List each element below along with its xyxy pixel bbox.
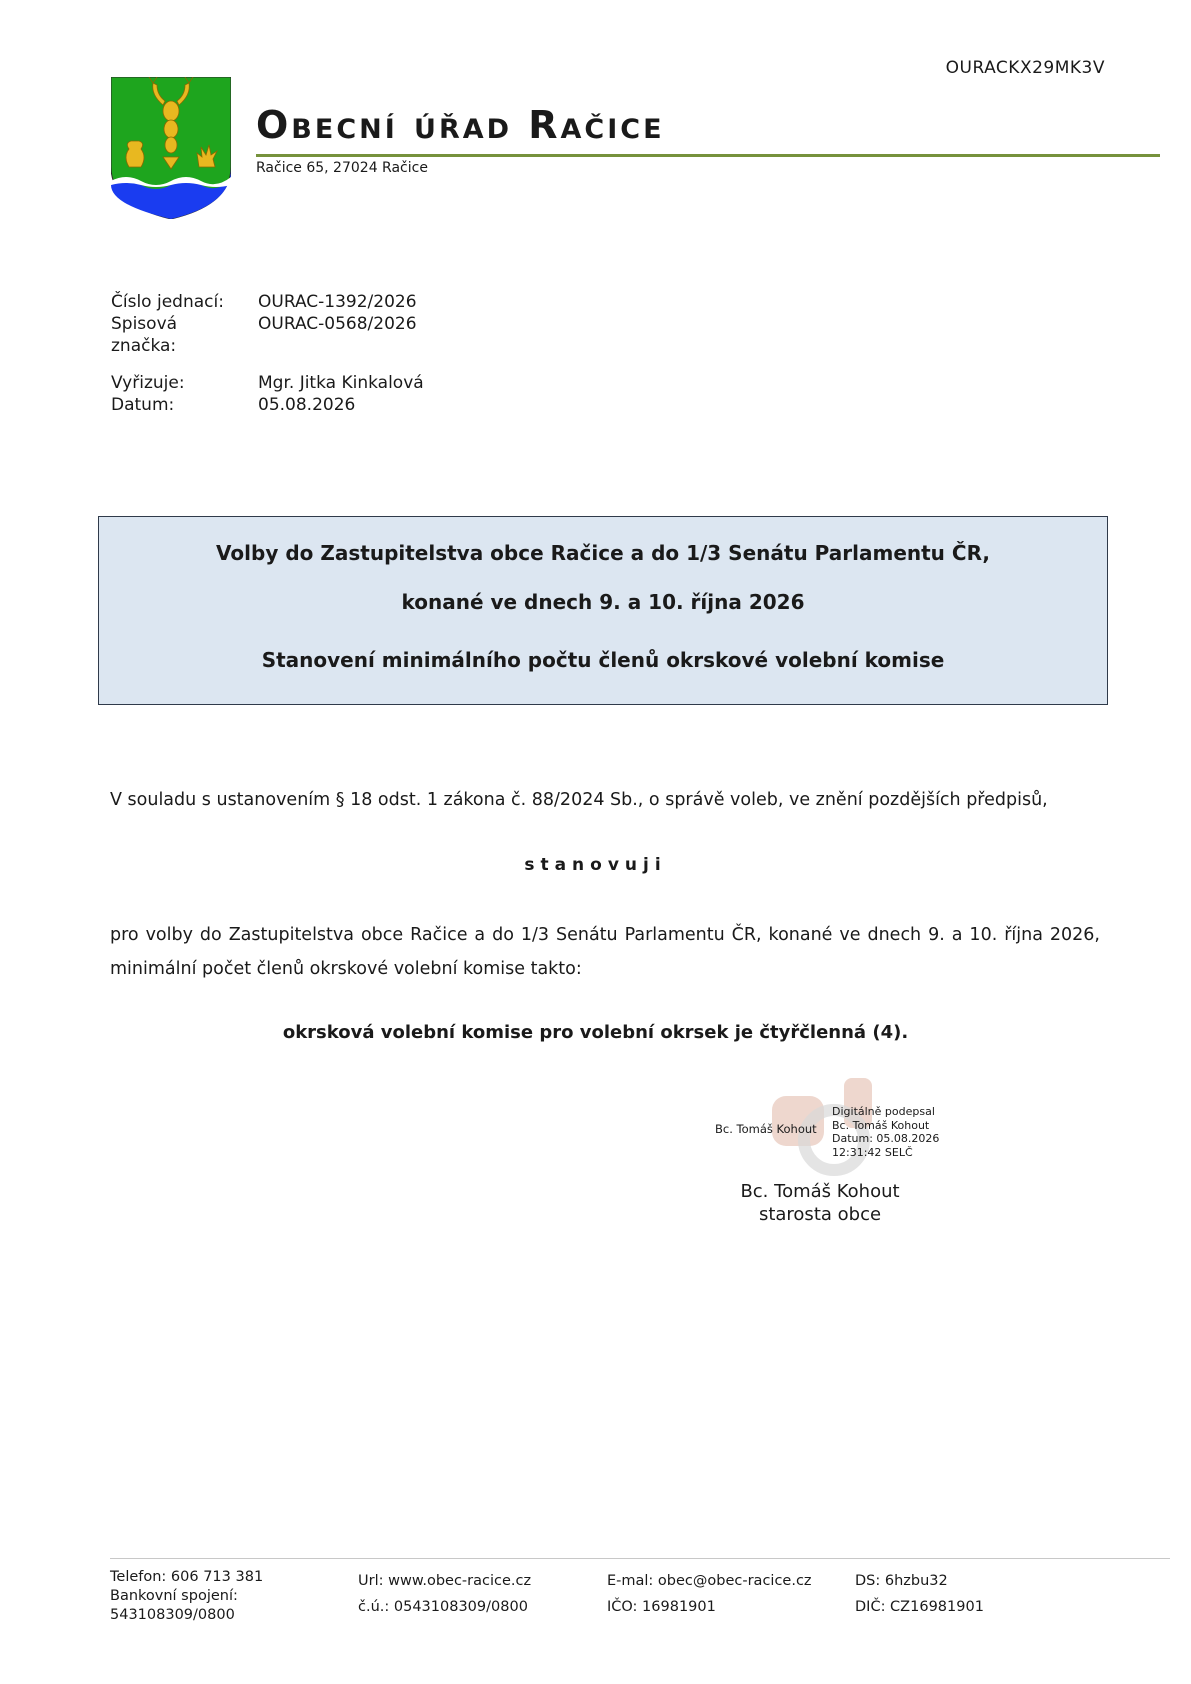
signer-role: starosta obce (758, 1204, 882, 1225)
meta-value: Mgr. Jitka Kinkalová (258, 373, 424, 393)
meta-label: Datum: (111, 395, 175, 415)
title-box (98, 516, 1108, 705)
title-line-2: konané ve dnech 9. a 10. října 2026 (401, 590, 805, 614)
meta-value: OURAC-1392/2026 (258, 292, 417, 312)
title-line-1: Volby do Zastupitelstva obce Račice a do 1/3 Senátu Parlamentu ČR, (216, 541, 990, 565)
office-address: Račice 65, 27024 Račice (256, 160, 428, 176)
signature-stamp-details (832, 1105, 939, 1159)
footer-dic: DIČ: CZ16981901 (855, 1599, 984, 1615)
office-title: Obecní úřad Račice (256, 103, 665, 147)
title-line-3: Stanovení minimálního počtu členů okrskové volební komise (261, 648, 945, 672)
footer-bank-label: Bankovní spojení: (110, 1588, 238, 1604)
footer-col-web (358, 1568, 531, 1620)
meta-label: Číslo jednací: (111, 292, 224, 312)
footer-col-email (607, 1568, 812, 1620)
village-coat-of-arms-logo (111, 77, 231, 219)
meta-value: OURAC-0568/2026 (258, 314, 417, 334)
stanovuji-heading: stanovuji (524, 855, 667, 875)
footer-ico: IČO: 16981901 (607, 1599, 716, 1615)
meta-label: Spisová (111, 314, 178, 334)
header-divider (256, 154, 1160, 157)
footer-col-contact (110, 1568, 263, 1625)
document-id: OURACKX29MK3V (945, 58, 1105, 78)
meta-label: Vyřizuje: (111, 373, 185, 393)
decision-statement: okrsková volební komise pro volební okrsek je čtyřčlenná (4). (282, 1022, 909, 1043)
footer-col-ds (855, 1568, 984, 1620)
meta-label: značka: (111, 336, 177, 356)
signature-stamp-line: Digitálně podepsal (832, 1105, 935, 1118)
footer-ds: DS: 6hzbu32 (855, 1573, 948, 1589)
footer-email: E-mal: obec@obec-racice.cz (607, 1573, 812, 1589)
signature-stamp-line: Datum: 05.08.2026 (832, 1132, 940, 1145)
footer-url: Url: www.obec-racice.cz (358, 1573, 532, 1589)
body-paragraph: pro volby do Zastupitelstva obce Račice a do 1/3 Senátu Parlamentu ČR, konané ve dnech 9. a 10. října 2026, minimální počet členů okrskové volební komise takto: (110, 925, 1100, 979)
intro-paragraph: V souladu s ustanovením § 18 odst. 1 zákona č. 88/2024 Sb., o správě voleb, ve znění pozdějších předpisů, (110, 790, 1048, 810)
signature-stamp-line: 12:31:42 SELČ (832, 1145, 913, 1159)
footer-telefon: Telefon: 606 713 381 (110, 1569, 264, 1585)
signer-name: Bc. Tomáš Kohout (740, 1181, 900, 1202)
footer-bank-value: 543108309/0800 (110, 1607, 235, 1623)
signature-stamp-line: Bc. Tomáš Kohout (832, 1118, 930, 1132)
signature-stamp-name: Bc. Tomáš Kohout (715, 1122, 817, 1136)
meta-value: 05.08.2026 (258, 395, 356, 415)
footer-divider (110, 1558, 1170, 1559)
footer-account: č.ú.: 0543108309/0800 (358, 1599, 528, 1615)
